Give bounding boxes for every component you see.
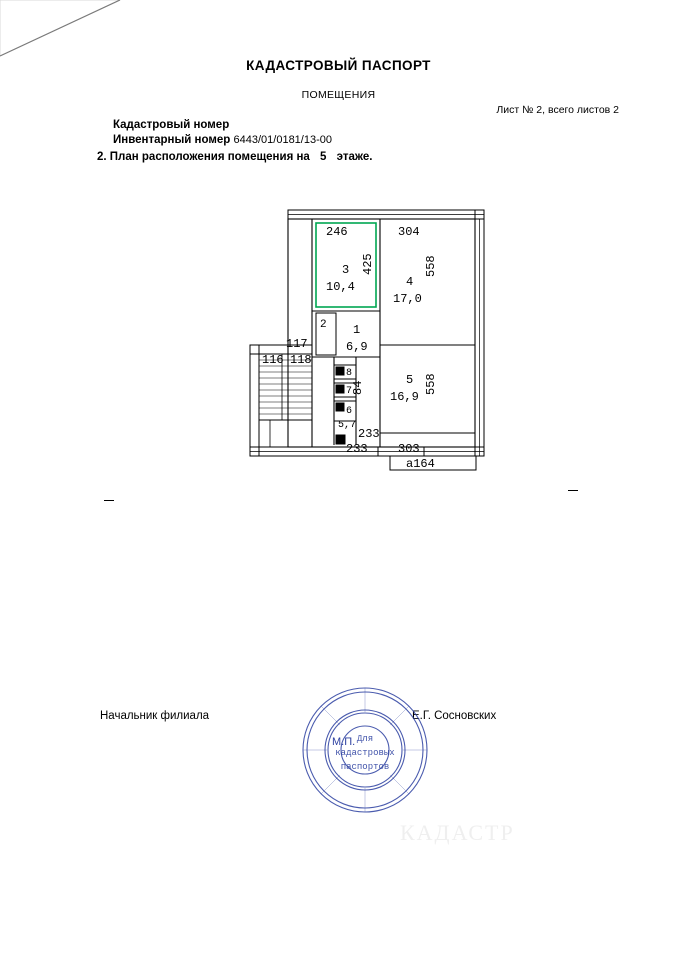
sheet-count-label: Лист № 2, всего листов 2 — [496, 104, 619, 116]
margin-dash-left — [104, 500, 114, 501]
dim-303-label: 303 — [398, 442, 420, 456]
inventory-number-label: Инвентарный номер — [113, 134, 231, 146]
room-1-number: 1 — [353, 323, 361, 337]
room-3-number: 3 — [342, 263, 350, 277]
dim-72-label: 233 — [358, 427, 380, 441]
dim-304-label: 304 — [398, 225, 420, 239]
signer-title: Начальник филиала — [100, 710, 210, 722]
page-title: КАДАСТРОВЫЙ ПАСПОРТ — [246, 58, 431, 73]
page-subtitle: ПОМЕЩЕНИЯ — [301, 89, 376, 101]
plan-section-heading — [97, 151, 372, 163]
dim-84-label: 84 — [351, 380, 365, 395]
ghost-watermark: КАДАСТР — [400, 820, 515, 845]
dim-118-label: 118 — [290, 353, 312, 367]
stamp-line-1: Для — [356, 734, 374, 744]
room-5-number: 5 — [406, 373, 414, 387]
dim-425-label: 425 — [361, 253, 375, 275]
dim-117-label: 117 — [286, 337, 308, 351]
room-4-area: 17,0 — [393, 292, 422, 306]
inventory-number-field — [113, 134, 332, 146]
inventory-number-value: 6443/01/0181/13-00 — [233, 134, 332, 146]
dim-116-label: 116 — [262, 353, 284, 367]
room-6-area: 5,7 — [338, 420, 357, 431]
room-6-number: 6 — [346, 406, 353, 417]
room-1-area: 6,9 — [346, 340, 368, 354]
stamp-line-3: паспортов — [340, 762, 390, 772]
room-2-number: 2 — [320, 319, 327, 331]
cadastral-number-field — [113, 119, 229, 131]
page-corner-fold-line — [0, 0, 140, 70]
official-stamp — [300, 685, 430, 815]
room-3-area: 10,4 — [326, 280, 355, 294]
cadastral-number-label: Кадастровый номер — [113, 119, 230, 131]
dim-a164-label: а164 — [406, 457, 435, 471]
dim-558a-label: 558 — [424, 255, 438, 277]
dim-246-label: 246 — [326, 225, 348, 239]
room-5-area: 16,9 — [390, 390, 419, 404]
room-8-number: 8 — [346, 368, 353, 379]
signer-name: Е.Г. Сосновских — [412, 710, 497, 722]
plan-section-prefix: 2. План расположения помещения на — [97, 151, 310, 163]
floor-plan-drawing — [238, 205, 508, 495]
dim-233-label: 233 — [346, 442, 368, 456]
stamp-mp-mark: М.П. — [332, 736, 356, 748]
margin-dash-right — [568, 490, 578, 491]
plan-floor-number: 5 — [320, 151, 327, 163]
stamp-line-2: кадастровых — [335, 748, 395, 758]
dim-558b-label: 558 — [424, 373, 438, 395]
room-7-number: 7 — [346, 386, 353, 397]
plan-section-suffix: этаже. — [336, 151, 373, 163]
room-4-number: 4 — [406, 275, 414, 289]
